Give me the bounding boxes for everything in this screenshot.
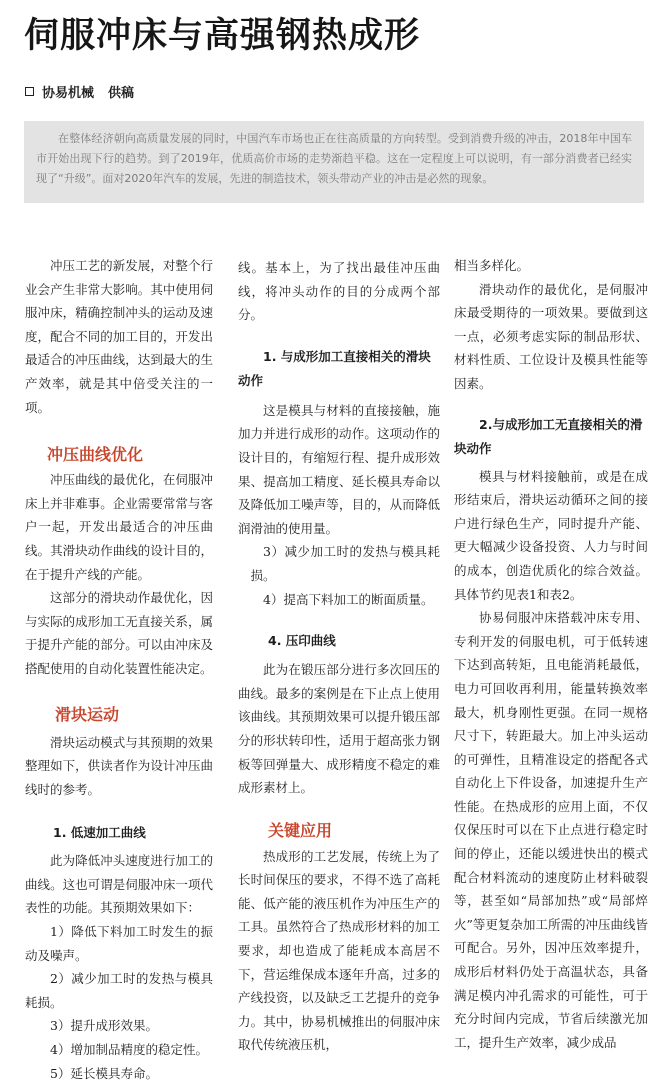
list-item: 4）增加制品精度的稳定性。 (50, 1042, 208, 1058)
list-item: 2）减少加工时的发热与模具耗损。 (25, 971, 213, 1010)
byline (25, 82, 134, 101)
paragraph: 滑块动作的最优化，是伺服冲床最受期待的一项效果。要做到这一点，必须考虑实际的制品形状、材料性质、工位设计及模具性能等因素。 (454, 281, 648, 391)
paragraph: 协易伺服冲床搭载冲床专用、专利开发的伺服电机，可于低转速下达到高转矩，且电能消耗最低，电力可回收再利用，能量转换效率最大，机身刚性更强。在同一规格尺寸下，转距最大。加上冲头运动的可弹性，且精准设定的搭配各式自动化上下件设备，加速提升生产性能。在热成形的应用上面，不仅仅保压时可以在下止点进行稳定时间的停止，还能以缓进快出的模式配合材料流动的速度防止材料破裂等，甚至如“局部加热”或“局部焠火”等更复杂加工所需的冲压曲线皆可配合。另外，因冲压效率提升，成形后材料仍处于高温状态，具备满足模内冲孔需求的可能性，可于充分时间内完成，节省后续激光加工，提升生产效率，减少成品 (454, 610, 648, 1050)
paragraph: 模具与材料接触前，或是在成形结束后，滑块运动循环之间的接户进行绿色生产，同时提升产能、更大幅减少设备投资、人力与时间的成本，创造优质化的综合效益。具体节约见表1和表2。 (454, 468, 648, 602)
column-1 (25, 254, 213, 1085)
intro-paragraph: 冲压工艺的新发展，对整个行业会产生非常大影响。其中使用伺服冲床，精确控制冲头的运动及速度，配合不同的加工目的，开发出最适合的冲压曲线，达到最大的生产效率，就是其中倍受关注的一项。 (25, 258, 213, 415)
abstract-box: 在整体经济朝向高质量发展的同时，中国汽车市场也正在往高质量的方向转型。受到消费升级的冲击，2018年中国车市开始出现下行的趋势。到了2019年，优质高价市场的走势渐趋平稳。这在一定程度上可以说明，有一部分消费者已经实现了“升级”。面对2020年汽车的发展，先进的制造技术，领头带动产业的冲击是必然的现象。 (24, 121, 644, 203)
byline-role: 供稿 (108, 86, 135, 101)
paragraph: 此为降低冲头速度进行加工的曲线。这也可谓是伺服冲床一项代表性的功能。其预期效果如下： (25, 853, 213, 916)
paragraph: 这部分的滑块动作最优化，因与实际的成形加工无直接关系，属于提升产能的部分。可以由冲床及搭配使用的自动化装置性能决定。 (25, 590, 213, 676)
section-heading-slide-motion: 滑块运动 (55, 704, 120, 724)
paragraph: 滑块运动模式与其预期的效果整理如下，供读者作为设计冲压曲线时的参考。 (25, 734, 213, 797)
subheading-indirect-forming-motion: 2.与成形加工无直接相关的滑块动作 (454, 416, 643, 456)
subheading-direct-forming-motion: 1. 与成形加工直接相关的滑块动作 (238, 348, 431, 388)
paragraph: 热成形的工艺发展，传统上为了长时间保压的要求，不得不选了高耗能、低产能的液压机作为冲压生产的工具。虽然符合了热成形材料的加工要求，却也造成了能耗成本高居不下，营运维保成本逐年升高，过多的产线投资，以及缺乏工艺提升的竞争力。其中，协易机械推出的伺服冲床取代传统液压机， (238, 848, 440, 1053)
column-2 (238, 256, 440, 1057)
section-heading-curve-optimization: 冲压曲线优化 (47, 445, 144, 465)
list-item: 5）延长模具寿命。 (50, 1065, 158, 1081)
subheading-low-speed-curve: 1. 低速加工曲线 (53, 825, 146, 841)
paragraph-continued: 线。基本上，为了找出最佳冲压曲线，将冲头动作的目的分成两个部分。 (238, 260, 440, 323)
byline-author: 协易机械 (42, 86, 95, 101)
article-title: 伺服冲床与高强钢热成形 (24, 16, 421, 56)
paragraph: 此为在锻压部分进行多次回压的曲线。最多的案例是在下止点上使用该曲线。其预期效果可以提升锻压部分的形状转印性，适用于超高张力钢板等回弹量大、成形精度不稳定的难成形素材上。 (238, 662, 440, 796)
list-item: 4）提高下料加工的断面质量。 (263, 591, 434, 607)
column-3 (454, 254, 648, 1054)
list-item: 3）提升成形效果。 (50, 1018, 158, 1034)
paragraph: 这是模具与材料的直接接触，施加力并进行成形的动作。这项动作的设计目的，有缩短行程、提升成形效果、提高加工精度、延长模具寿命以及降低加工噪声等，目的，从而降低润滑油的使用量。 (238, 402, 440, 536)
square-bullet-icon (25, 87, 34, 96)
list-item: 1）降低下料加工时发生的振动及噪声。 (25, 924, 213, 963)
list-item: 3）减少加工时的发热与模具耗损。 (250, 544, 440, 583)
paragraph-continued: 相当多样化。 (454, 258, 530, 273)
subheading-coining-curve: 4. 压印曲线 (268, 633, 336, 649)
section-heading-key-application: 关键应用 (268, 820, 333, 840)
paragraph: 冲压曲线的最优化，在伺服冲床上并非难事。企业需要常常与客户一起，开发出最适合的冲压曲线。其滑块动作曲线的设计目的，在于提升产线的产能。 (25, 472, 213, 582)
